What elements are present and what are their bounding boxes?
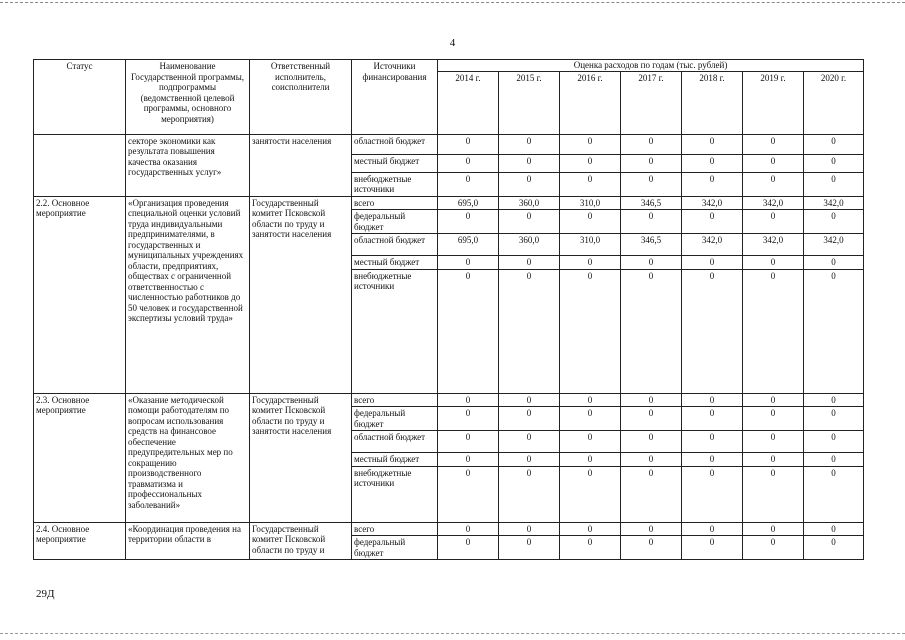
expense-value-cell: 0 xyxy=(499,431,560,453)
expense-value-cell: 0 xyxy=(621,536,682,560)
expense-value-cell: 0 xyxy=(438,393,499,407)
header-year: 2015 г. xyxy=(499,71,560,134)
expense-value-cell: 0 xyxy=(499,269,560,393)
expense-value-cell: 0 xyxy=(438,134,499,154)
funding-source-cell: федеральный бюджет xyxy=(352,407,438,431)
expense-value-cell: 0 xyxy=(621,134,682,154)
expense-value-cell: 0 xyxy=(499,466,560,522)
expense-value-cell: 0 xyxy=(560,269,621,393)
expense-value-cell: 0 xyxy=(499,134,560,154)
expense-value-cell: 0 xyxy=(682,431,743,453)
funding-source-cell: внебюджетные источники xyxy=(352,269,438,393)
expense-value-cell: 0 xyxy=(560,256,621,270)
measure-name-cell: «Организация проведения специальной оценки условий труда индивидуальными предпринимателями, в государственных и муниципальных учреждениях области, предприятиях, обществах с ограниченной ответственностью с численностью работников до 50 человек и государственной экспертизы условий труда» xyxy=(126,196,250,393)
expense-value-cell: 695,0 xyxy=(438,234,499,256)
expense-value-cell: 342,0 xyxy=(682,196,743,210)
table-row xyxy=(34,393,864,407)
expense-value-cell: 0 xyxy=(438,522,499,536)
funding-source-cell: местный бюджет xyxy=(352,256,438,270)
expense-value-cell: 0 xyxy=(560,536,621,560)
expense-value-cell: 0 xyxy=(682,269,743,393)
expense-value-cell: 0 xyxy=(560,431,621,453)
status-cell: 2.2. Основное мероприятие xyxy=(34,196,126,393)
expense-value-cell: 0 xyxy=(743,466,804,522)
expense-value-cell: 0 xyxy=(621,210,682,234)
header-executor: Ответственный исполнитель, соисполнители xyxy=(250,60,352,135)
expense-value-cell: 342,0 xyxy=(743,234,804,256)
expense-value-cell: 0 xyxy=(499,393,560,407)
header-name: Наименование Государственной программы, подпрограммы (ведомственной целевой программы, основного мероприятия) xyxy=(126,60,250,135)
funding-source-cell: федеральный бюджет xyxy=(352,536,438,560)
table-row xyxy=(34,196,864,210)
expense-value-cell: 0 xyxy=(804,154,864,172)
scan-edge-bottom xyxy=(0,633,905,634)
expense-value-cell: 0 xyxy=(560,453,621,467)
expense-value-cell: 0 xyxy=(804,269,864,393)
expense-value-cell: 0 xyxy=(560,172,621,196)
executor-cell: занятости населения xyxy=(250,134,352,196)
funding-source-cell: местный бюджет xyxy=(352,453,438,467)
expense-value-cell: 0 xyxy=(743,269,804,393)
expense-value-cell: 0 xyxy=(682,407,743,431)
expense-value-cell: 0 xyxy=(438,154,499,172)
footer-code: 29Д xyxy=(36,588,55,600)
expense-value-cell: 0 xyxy=(804,210,864,234)
expense-value-cell: 0 xyxy=(682,466,743,522)
funding-source-cell: областной бюджет xyxy=(352,431,438,453)
header-sources: Источники финансирования xyxy=(352,60,438,135)
expense-value-cell: 0 xyxy=(743,522,804,536)
executor-cell: Государственный комитет Псковской области по труду и xyxy=(250,522,352,560)
funding-source-cell: всего xyxy=(352,522,438,536)
measure-name-cell: секторе экономики как результата повышения качества оказания государственных услуг» xyxy=(126,134,250,196)
funding-source-cell: местный бюджет xyxy=(352,154,438,172)
page-number: 4 xyxy=(449,37,456,49)
expense-value-cell: 0 xyxy=(743,453,804,467)
header-estimate: Оценка расходов по годам (тыс. рублей) xyxy=(438,60,864,72)
expense-value-cell: 0 xyxy=(682,134,743,154)
expense-value-cell: 0 xyxy=(560,522,621,536)
funding-source-cell: внебюджетные источники xyxy=(352,466,438,522)
table-row xyxy=(34,134,864,154)
expense-value-cell: 0 xyxy=(621,154,682,172)
expense-value-cell: 0 xyxy=(743,536,804,560)
expense-value-cell: 0 xyxy=(682,536,743,560)
expense-value-cell: 0 xyxy=(682,393,743,407)
header-year: 2016 г. xyxy=(560,71,621,134)
expense-value-cell: 0 xyxy=(804,134,864,154)
expense-value-cell: 0 xyxy=(621,431,682,453)
funding-source-cell: областной бюджет xyxy=(352,234,438,256)
expense-value-cell: 0 xyxy=(499,522,560,536)
expense-value-cell: 0 xyxy=(682,256,743,270)
expense-value-cell: 342,0 xyxy=(804,234,864,256)
expense-value-cell: 0 xyxy=(743,172,804,196)
expense-value-cell: 0 xyxy=(682,453,743,467)
expense-value-cell: 0 xyxy=(804,522,864,536)
header-year: 2018 г. xyxy=(682,71,743,134)
expense-value-cell: 360,0 xyxy=(499,234,560,256)
expense-value-cell: 0 xyxy=(682,172,743,196)
expense-value-cell: 0 xyxy=(804,172,864,196)
expense-value-cell: 0 xyxy=(621,256,682,270)
expense-value-cell: 0 xyxy=(804,466,864,522)
expense-value-cell: 0 xyxy=(621,466,682,522)
expense-value-cell: 0 xyxy=(438,210,499,234)
expense-value-cell: 0 xyxy=(804,256,864,270)
measure-name-cell: «Оказание методической помощи работодателям по вопросам использования средств на финансовое обеспечение предупредительных мер по сокращению производственного травматизма и профессиональных заболеваний» xyxy=(126,393,250,522)
header-year: 2019 г. xyxy=(743,71,804,134)
expense-value-cell: 0 xyxy=(438,269,499,393)
table-row xyxy=(34,522,864,536)
expense-value-cell: 0 xyxy=(499,172,560,196)
expense-value-cell: 0 xyxy=(621,522,682,536)
expense-value-cell: 0 xyxy=(743,210,804,234)
expense-value-cell: 0 xyxy=(499,154,560,172)
expense-value-cell: 0 xyxy=(438,256,499,270)
expense-value-cell: 0 xyxy=(804,453,864,467)
header-year: 2020 г. xyxy=(804,71,864,134)
expense-value-cell: 360,0 xyxy=(499,196,560,210)
expense-value-cell: 346,5 xyxy=(621,196,682,210)
expense-value-cell: 0 xyxy=(621,269,682,393)
expense-value-cell: 0 xyxy=(560,134,621,154)
expense-value-cell: 0 xyxy=(743,407,804,431)
expense-value-cell: 0 xyxy=(621,393,682,407)
expense-value-cell: 342,0 xyxy=(682,234,743,256)
header-year: 2014 г. xyxy=(438,71,499,134)
funding-source-cell: внебюджетные источники xyxy=(352,172,438,196)
expense-value-cell: 0 xyxy=(621,407,682,431)
expense-value-cell: 0 xyxy=(438,431,499,453)
expense-value-cell: 0 xyxy=(438,172,499,196)
expense-value-cell: 0 xyxy=(438,453,499,467)
expense-value-cell: 0 xyxy=(743,256,804,270)
funding-source-cell: федеральный бюджет xyxy=(352,210,438,234)
expense-value-cell: 0 xyxy=(499,210,560,234)
expense-value-cell: 310,0 xyxy=(560,234,621,256)
expense-value-cell: 0 xyxy=(743,134,804,154)
header-year: 2017 г. xyxy=(621,71,682,134)
expense-value-cell: 0 xyxy=(743,154,804,172)
expense-value-cell: 0 xyxy=(804,393,864,407)
header-status: Статус xyxy=(34,60,126,135)
expense-value-cell: 0 xyxy=(804,536,864,560)
expense-value-cell: 0 xyxy=(499,536,560,560)
expense-value-cell: 0 xyxy=(743,431,804,453)
expense-value-cell: 346,5 xyxy=(621,234,682,256)
expense-value-cell: 0 xyxy=(499,453,560,467)
expense-value-cell: 0 xyxy=(560,154,621,172)
expense-value-cell: 342,0 xyxy=(804,196,864,210)
expense-value-cell: 695,0 xyxy=(438,196,499,210)
status-cell xyxy=(34,134,126,196)
measure-name-cell: «Координация проведения на территории области в xyxy=(126,522,250,560)
status-cell: 2.3. Основное мероприятие xyxy=(34,393,126,522)
expense-value-cell: 342,0 xyxy=(743,196,804,210)
expense-value-cell: 0 xyxy=(621,453,682,467)
expense-value-cell: 0 xyxy=(499,407,560,431)
expense-value-cell: 0 xyxy=(438,466,499,522)
funding-source-cell: всего xyxy=(352,196,438,210)
expense-table xyxy=(33,59,864,560)
scan-edge-top xyxy=(0,2,905,3)
expense-value-cell: 0 xyxy=(499,256,560,270)
expense-value-cell: 0 xyxy=(743,393,804,407)
expense-value-cell: 0 xyxy=(682,210,743,234)
expense-value-cell: 0 xyxy=(560,393,621,407)
expense-value-cell: 0 xyxy=(682,154,743,172)
expense-value-cell: 310,0 xyxy=(560,196,621,210)
status-cell: 2.4. Основное мероприятие xyxy=(34,522,126,560)
funding-source-cell: областной бюджет xyxy=(352,134,438,154)
expense-value-cell: 0 xyxy=(682,522,743,536)
expense-value-cell: 0 xyxy=(560,407,621,431)
expense-value-cell: 0 xyxy=(621,172,682,196)
executor-cell: Государственный комитет Псковской области по труду и занятости населения xyxy=(250,196,352,393)
funding-source-cell: всего xyxy=(352,393,438,407)
expense-value-cell: 0 xyxy=(804,431,864,453)
expense-value-cell: 0 xyxy=(438,407,499,431)
expense-value-cell: 0 xyxy=(438,536,499,560)
executor-cell: Государственный комитет Псковской области по труду и занятости населения xyxy=(250,393,352,522)
header-row xyxy=(34,60,864,72)
expense-value-cell: 0 xyxy=(560,466,621,522)
expense-value-cell: 0 xyxy=(804,407,864,431)
expense-value-cell: 0 xyxy=(560,210,621,234)
